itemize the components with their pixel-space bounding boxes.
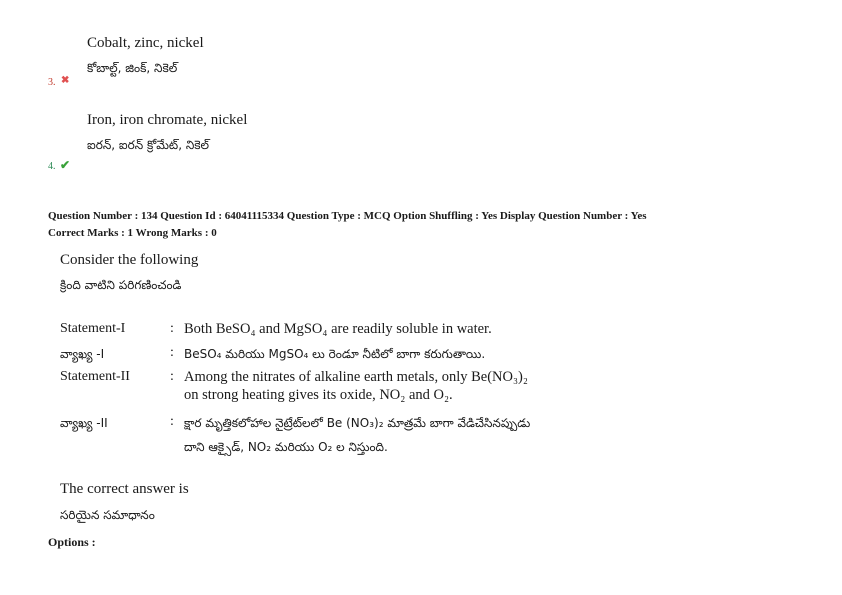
statement-2-te-label: వ్యాఖ్య -II	[60, 416, 108, 430]
statement-1-te-label: వ్యాఖ్య -I	[60, 347, 105, 361]
statement-2-text-line-1: Among the nitrates of alkaline earth metals, only Be(NO₃)₂	[184, 369, 528, 385]
question-meta: Question Number : 134 Question Id : 64041115334 Question Type : MCQ Option Shuffling : Yes Display Question Number : Yes	[48, 210, 647, 222]
option-4-text-te: ఐరన్, ఐరన్ క్రోమేట్, నికెల్	[87, 138, 210, 152]
statement-1-te-text: BeSO₄ మరియు MgSO₄ లు రెండూ నీటిలో బాగా కరుగుతాయి.	[184, 347, 486, 361]
answer-prompt-en: The correct answer is	[60, 481, 189, 497]
option-3-text-te: కోబాల్ట్, జింక్, నికెల్	[87, 61, 178, 75]
statement-1-text: Both BeSO₄ and MgSO₄ are readily soluble in water.	[184, 321, 492, 337]
statement-2-te-line-1: క్షార మృత్తికలోహాల నైట్రేట్‌లలో Be (NO₃)₂ మాత్రమే బాగా వేడిచేసినప్పుడు	[184, 416, 531, 430]
statement-2-text-line-2: on strong heating gives its oxide, NO₂ and O₂.	[184, 387, 453, 403]
answer-prompt-te: సరియైన సమాధానం	[60, 508, 155, 522]
statement-1-label: Statement-I	[60, 321, 126, 336]
option-3-number: 3.	[48, 77, 56, 88]
option-3-text-en: Cobalt, zinc, nickel	[87, 35, 204, 51]
option-4-number: 4.	[48, 161, 56, 172]
statement-2-te-line-2: దాని ఆక్సైడ్, NO₂ మరియు O₂ ల నిస్తుంది.	[184, 440, 388, 454]
question-intro-en: Consider the following	[60, 252, 199, 268]
statement-2-te-colon: :	[170, 414, 174, 429]
statement-1-colon: :	[170, 321, 174, 336]
cross-icon: ✖	[61, 75, 70, 86]
option-4-text-en: Iron, iron chromate, nickel	[87, 112, 248, 128]
statement-1-te-colon: :	[170, 345, 174, 360]
check-icon: ✔	[60, 158, 71, 172]
question-marks: Correct Marks : 1 Wrong Marks : 0	[48, 227, 217, 239]
statement-2-colon: :	[170, 369, 174, 384]
statement-2-label: Statement-II	[60, 369, 130, 384]
options-label: Options :	[48, 535, 96, 549]
question-intro-te: క్రింది వాటిని పరిగణించండి	[60, 278, 182, 292]
